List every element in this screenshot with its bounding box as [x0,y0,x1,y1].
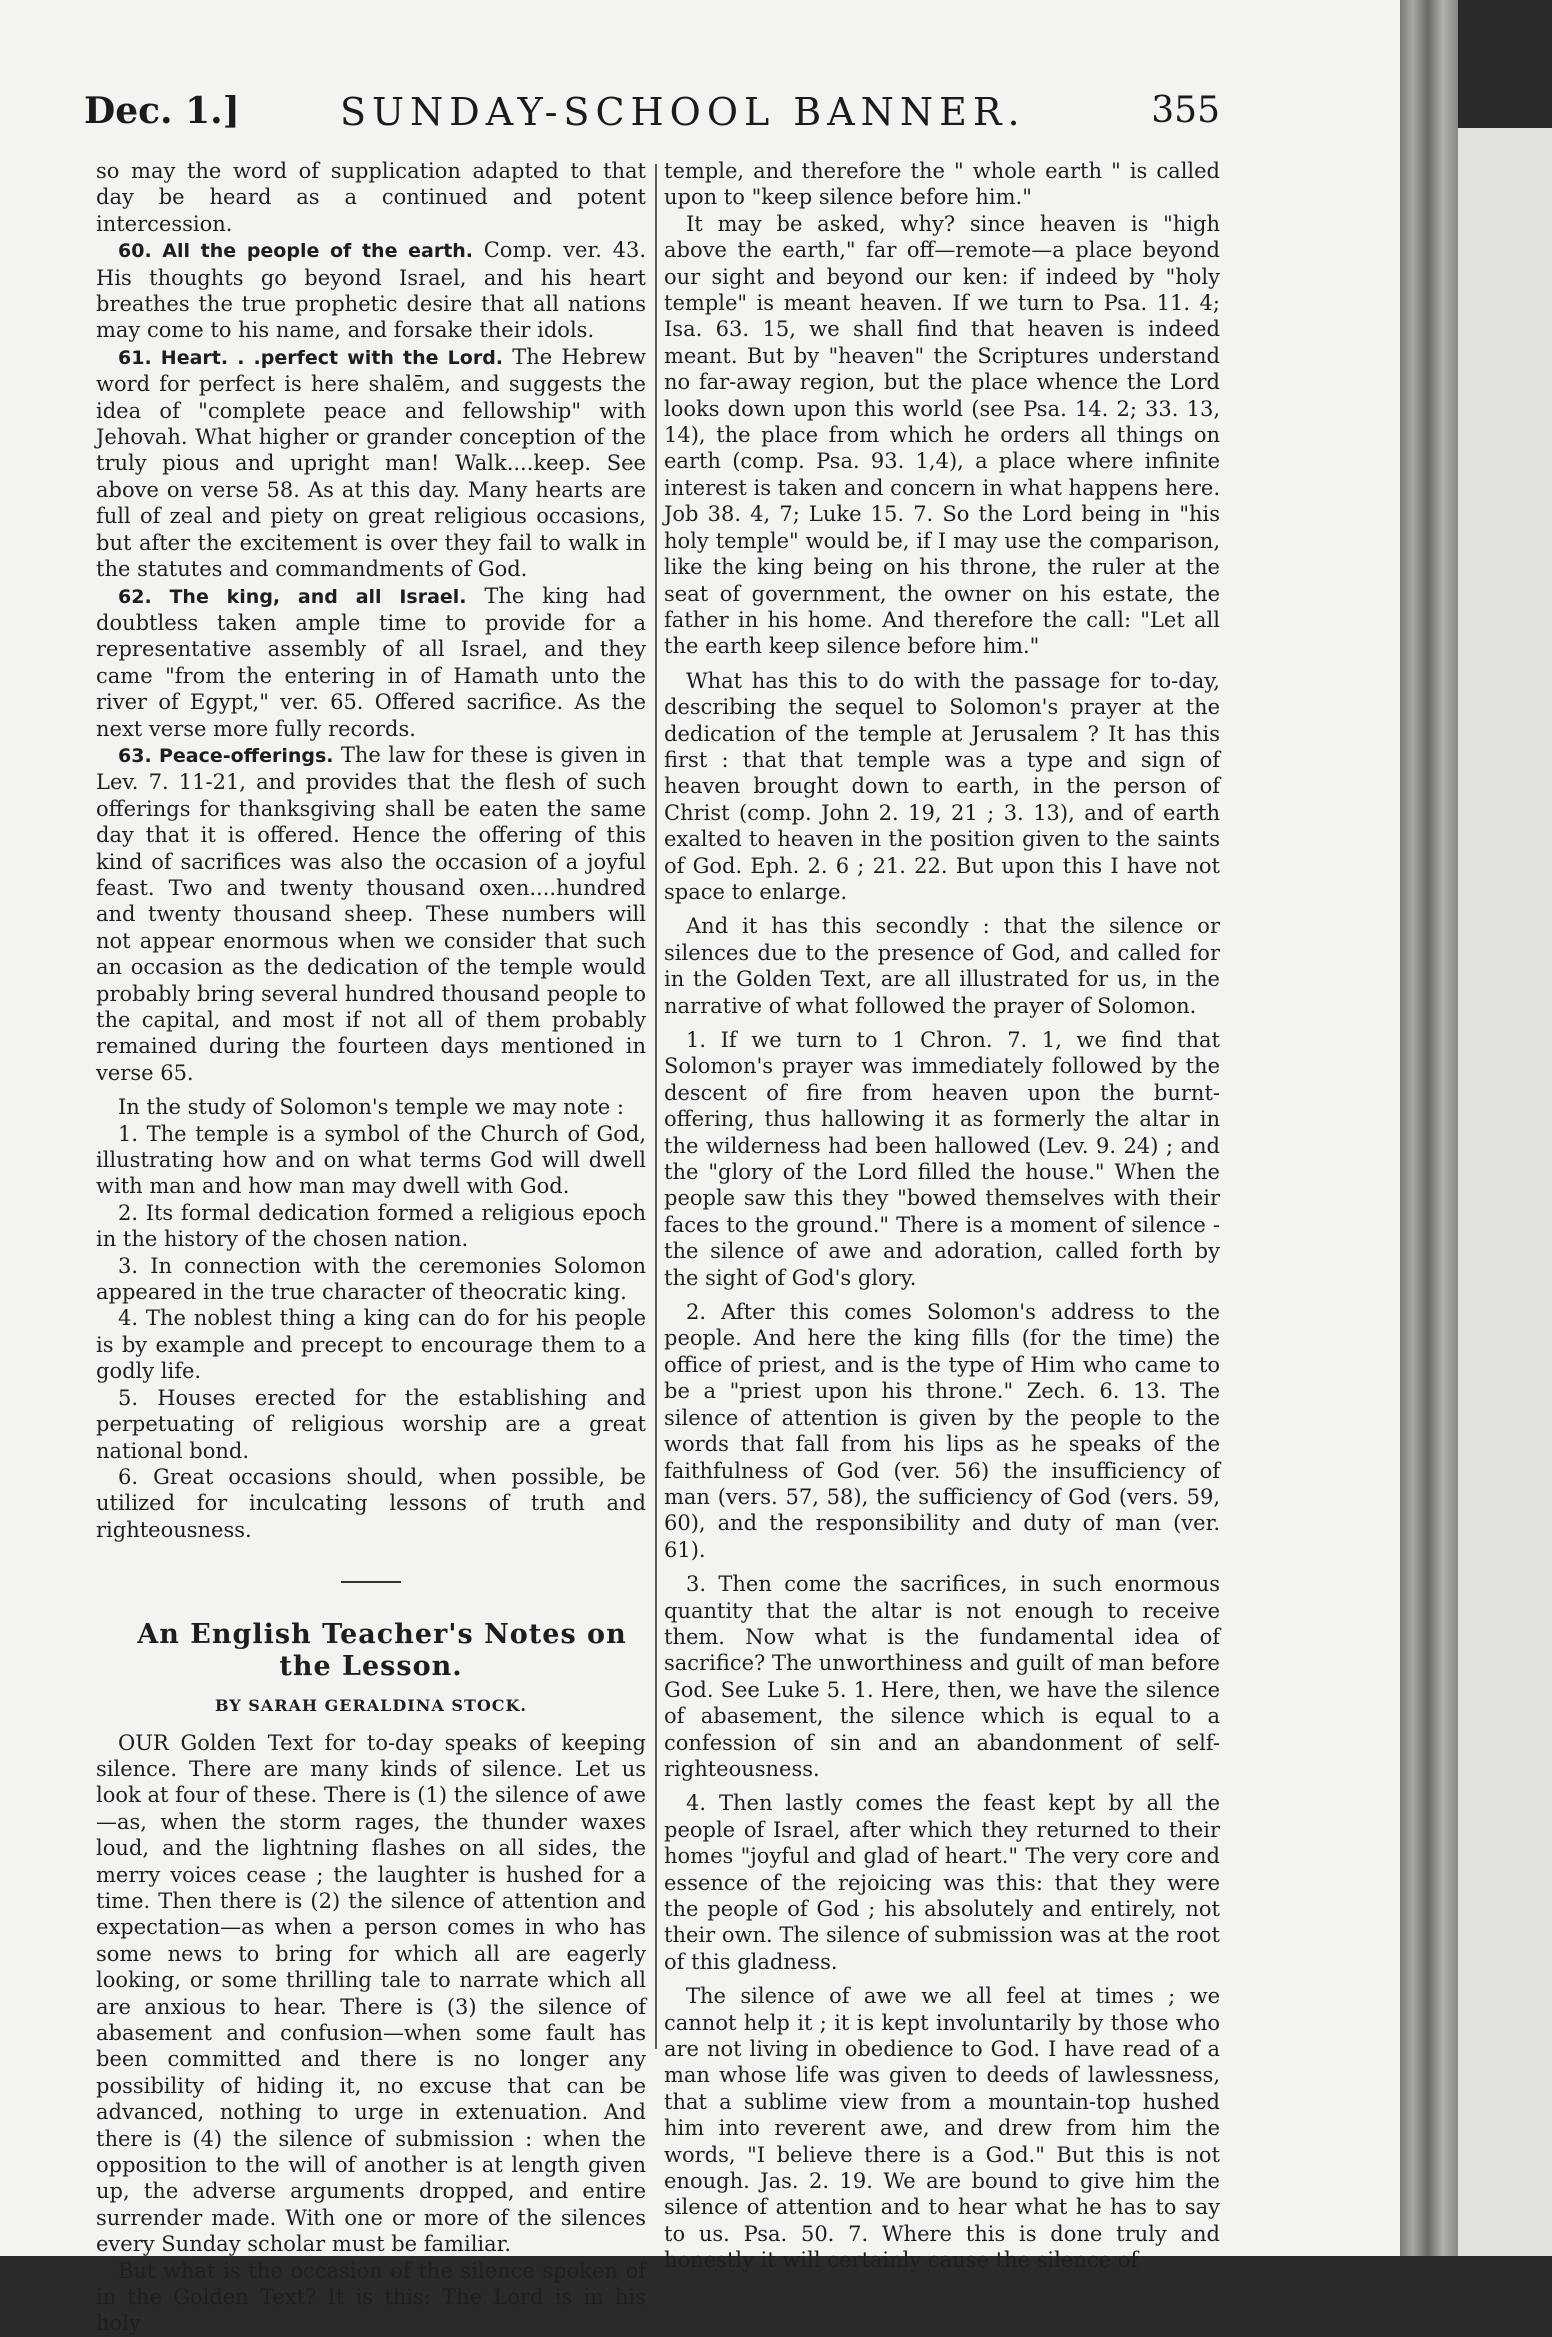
under-sheet [1458,128,1552,2256]
paragraph: It may be asked, why? since heaven is "high above the earth," far off—remote—a place beyond our sight and beyond our ken: if indeed by "holy temple" is meant heaven. If we turn to Psa. 11. 4; Isa. 63. 15, we shall find that heaven is indeed meant. But by "heaven" the Scriptures understand no far-away region, but the place whence the Lord looks down upon this world (see Psa. 14. 2; 33. 13, 14), the place from which he orders all things on earth (comp. Psa. 93. 1,4), a place where infinite interest is taken and concern in what happens here. Job 38. 4, 7; Luke 15. 7. So the Lord being in "his holy temple" would be, if I may use the comparison, like the king being on his throne, the ruler at the seat of government, the owner on his estate, the father in his home. And therefore the call: "Let all the earth keep silence before him." [664,211,1220,659]
byline: BY SARAH GERALDINA STOCK. [215,1696,527,1716]
paragraph: 1. If we turn to 1 Chron. 7. 1, we find that Solomon's prayer was immediately followed by the descent of fire from heaven upon the burnt-offering, thus hallowing it as formerly the altar in the wilderness had been hallowed (Lev. 9. 24) ; and the "glory of the Lord filled the house." When the people saw this they "bowed themselves with their faces to the ground." There is a moment of silence - the silence of awe and adoration, called forth by the sight of God's glory. [664,1028,1220,1290]
paragraph: 62. The king, and all Israel. The king had doubtless taken ample time to provide for a representative assembly of all Israel, and they came "from the entering in of Hamath unto the river of Egypt," ver. 65. Offered sacrifice. As the next verse more fully records. [96,583,646,741]
paragraph: OUR Golden Text for to-day speaks of keeping silence. There are many kinds of silence. Let us look at four of these. There is (1) the silence of awe—as, when the storm rages, the thunder waxes loud, and the lightning flashes on all sides, the merry voices cease ; the laughter is hushed for a time. Then there is (2) the silence of attention and expectation—as when a person comes in who has some news to bring for which all are eagerly looking, or some thrilling tale to narrate which all are anxious to hear. There is (3) the silence of abasement and confusion—when some fault has been committed and there is no longer any possibility of hiding it, no excuse that can be advanced, nothing to urge in extenuation. And there is (4) the silence of submission : when the opposition to the will of another is at length given up, the adverse arguments dropped, and entire surrender made. With one or more of the silences every Sunday scholar must be familiar. [96,1730,646,2257]
paragraph: so may the word of supplication adapted to that day be heard as a continued and potent intercession. [96,159,646,236]
section-title: An English Teacher's Notes on the Lesson. [137,1619,627,1683]
paragraph: 3. Then come the sacrifices, in such enormous quantity that the altar is not enough to receive them. Now what is the fundamental idea of sacrifice? The unworthiness and guilt of man before God. See Luke 5. 1. Here, then, we have the silence of abasement, the silence which is equal to a confession of sin and an abandonment of self-righteousness. [664,1572,1220,1781]
verse-lead: 61. Heart. . .perfect with the Lord. [118,346,504,369]
column-rule [655,164,657,2049]
verse-lead: 63. Peace-offerings. [118,744,334,767]
paragraph: 60. All the people of the earth. Comp. ver. 43. His thoughts go beyond Israel, and his heart breathes the true prophetic desire that all nations may come to his name, and forsake their idols. [96,238,646,343]
paragraph: What has this to do with the passage for to-day, describing the sequel to Solomon's prayer at the dedication of the temple at Jerusalem ? It has this first : that that temple was a type and sign of heaven brought down to earth, in the person of Christ (comp. John 2. 19, 21 ; 3. 13), and of earth exalted to heaven in the position given to the saints of God. Eph. 2. 6 ; 21. 22. But upon this I have not space to enlarge. [664,668,1220,904]
paragraph: 63. Peace-offerings. The law for these is given in Lev. 7. 11-21, and provides that the flesh of such offerings for thanksgiving shall be eaten the same day that it is offered. Hence the offering of this kind of sacrifices was also the occasion of a joyful feast. Two and twenty thousand oxen....hundred and twenty thousand sheep. These numbers will not appear enormous when we consider that such an occasion as the dedication of the temple would probably bring several hundred thousand people to the capital, and most if not all of them probably remained during the fourteen days mentioned in verse 65. [96,742,646,1085]
list-item: 2. Its formal dedication formed a religious epoch in the history of the chosen nation. [96,1200,646,1252]
paragraph: 4. Then lastly comes the feast kept by all the people of Israel, after which they returned to their homes "joyful and glad of heart." The very core and essence of the rejoicing was this: that they were the people of God ; his absolutely and entirely, not their own. The silence of submission was at the root of this gladness. [664,1791,1220,1974]
paragraph: The silence of awe we all feel at times ; we cannot help it ; it is kept involuntarily by those who are not living in obedience to God. I have read of a man whose life was given to deeds of lawlessness, that a sublime view from a mountain-top hushed him into reverent awe, and drew from him the words, "I believe there is a God." But this is not enough. Jas. 2. 19. We are bound to give him the silence of attention and to hear what he has to say to us. Psa. 50. 7. Where this is done truly and honestly it will certainly cause the silence of [664,1984,1220,2273]
paragraph: And it has this secondly : that the silence or silences due to the presence of God, and called for in the Golden Text, are all illustrated for us, in the narrative of what followed the prayer of Solomon. [664,914,1220,1018]
paragraph: 61. Heart. . .perfect with the Lord. The Hebrew word for perfect is here shalēm, and suggests the idea of "complete peace and fellowship" with Jehovah. What higher or grander conception of the truly pious and upright man! Walk....keep. See above on verse 58. As at this day. Many hearts are full of zeal and piety on great religious occasions, but after the excitement is over they fail to walk in the statutes and commandments of God. [96,344,646,582]
paragraph: In the study of Solomon's temple we may note : [118,1095,624,1120]
paragraph: But what is the occasion of the silence spoken of in the Golden Text? It is this: The Lord is in his holy [96,2258,646,2336]
list-item: 4. The noblest thing a king can do for his people is by example and precept to encourage them to a godly life. [96,1306,646,1384]
running-header [84,86,1220,146]
paragraph: temple, and therefore the " whole earth " is called upon to "keep silence before him." [664,159,1220,210]
header-date: Dec. 1.] [84,90,240,132]
page-edge [1400,0,1458,2256]
list-item: 6. Great occasions should, when possible, be utilized for inculcating lessons of truth and righteousness. [96,1464,646,1542]
list-item: 5. Houses erected for the establishing and perpetuating of religious worship are a great national bond. [96,1385,646,1463]
left-column [96,158,646,2337]
section-divider [341,1581,401,1583]
list-item: 1. The temple is a symbol of the Church of God, illustrating how and on what terms God will dwell with man and how man may dwell with God. [96,1121,646,1199]
page-number: 355 [1151,90,1220,131]
verse-lead: 62. The king, and all Israel. [118,585,467,608]
periodical-title: SUNDAY-SCHOOL BANNER. [340,90,1026,134]
paragraph: 2. After this comes Solomon's address to the people. And here the king fills (for the time) the office of priest, and is the type of Him who came to be a "priest upon his throne." Zech. 6. 13. The silence of attention is given by the people to the words that fall from his lips as he speaks of the faithfulness of God (ver. 56) the insufficiency of man (vers. 57, 58), the sufficiency of God (vers. 59, 60), and the responsibility and duty of man (ver. 61). [664,1300,1220,1562]
list-item: 3. In connection with the ceremonies Solomon appeared in the true character of theocratic king. [96,1253,646,1305]
verse-lead: 60. All the people of the earth. [118,240,474,263]
right-column [664,158,1220,2274]
